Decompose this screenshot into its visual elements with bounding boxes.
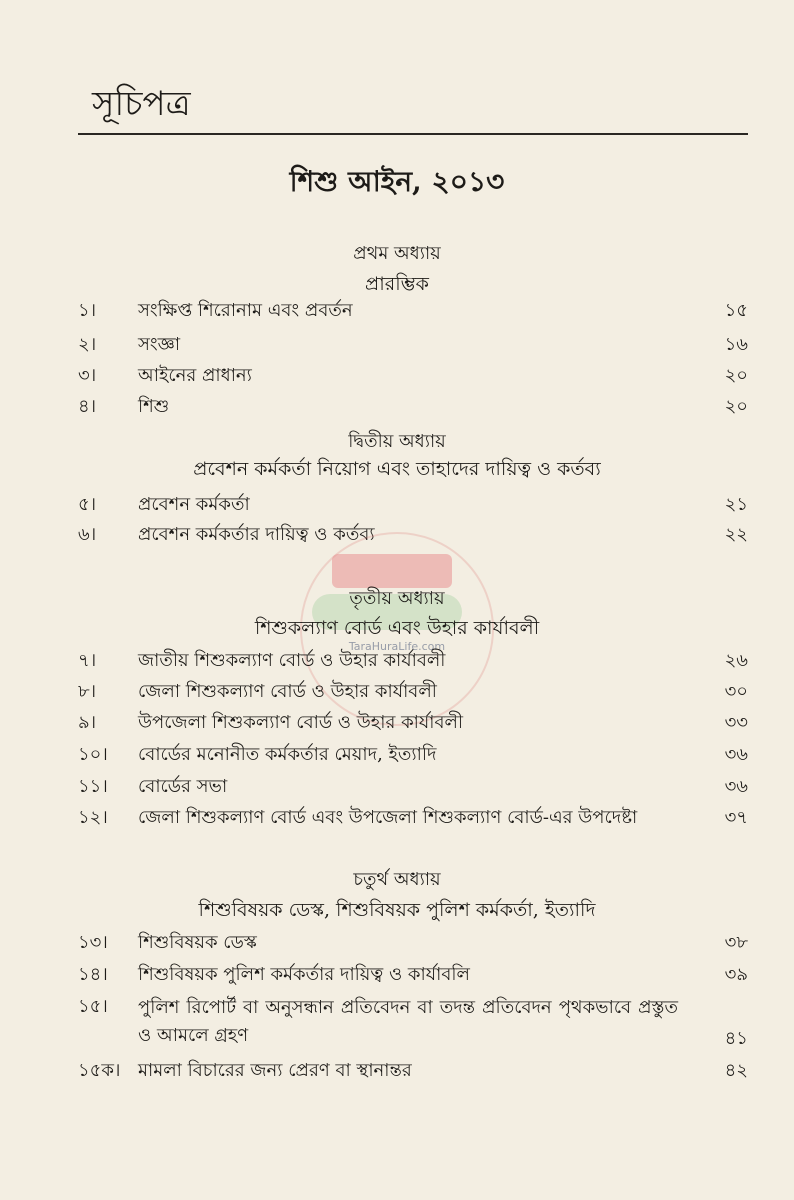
entry-page: ২০ bbox=[724, 396, 748, 417]
toc-entry[interactable] bbox=[78, 774, 748, 802]
toc-entry[interactable] bbox=[78, 930, 748, 958]
entry-title: সংজ্ঞা bbox=[138, 334, 181, 355]
watermark-red-shape bbox=[332, 554, 452, 588]
entry-number: ১৫ক। bbox=[78, 1060, 121, 1081]
entry-title: প্রবেশন কর্মকর্তা bbox=[138, 494, 250, 515]
toc-entry[interactable] bbox=[78, 648, 748, 676]
entry-title: জেলা শিশুকল্যাণ বোর্ড ও উহার কার্যাবলী bbox=[138, 681, 437, 702]
entry-title: বোর্ডের সভা bbox=[138, 776, 228, 797]
entry-number: ৩। bbox=[78, 365, 97, 386]
entry-page: ১৫ bbox=[724, 300, 748, 321]
entry-title: প্রবেশন কর্মকর্তার দায়িত্ব ও কর্তব্য bbox=[138, 524, 375, 545]
chapter-1-subtitle: প্রারম্ভিক bbox=[365, 273, 429, 295]
chapter-4-label: চতুর্থ অধ্যায় bbox=[353, 869, 441, 890]
chapter-2-label: দ্বিতীয় অধ্যায় bbox=[348, 431, 446, 452]
entry-page: ৩৬ bbox=[724, 744, 748, 765]
entry-page: ২১ bbox=[724, 494, 748, 515]
entry-title: আইনের প্রাধান্য bbox=[138, 365, 252, 386]
entry-number: ১২। bbox=[78, 807, 108, 828]
toc-entry[interactable] bbox=[78, 710, 748, 738]
entry-page: ২০ bbox=[724, 365, 748, 386]
toc-entry[interactable] bbox=[78, 994, 748, 1054]
entry-title: শিশুবিষয়ক পুলিশ কর্মকর্তার দায়িত্ব ও কার্যাবলি bbox=[138, 964, 470, 985]
toc-entry[interactable] bbox=[78, 363, 748, 391]
entry-title: পুলিশ রিপোর্ট বা অনুসন্ধান প্রতিবেদন বা তদন্ত প্রতিবেদন পৃথকভাবে প্রস্তুত ও আমলে গ্রহণ bbox=[138, 997, 678, 1046]
entry-page: ৩৩ bbox=[724, 712, 748, 733]
toc-entry[interactable] bbox=[78, 492, 748, 520]
entry-number: ৭। bbox=[78, 650, 97, 671]
entry-page: ২৬ bbox=[724, 650, 748, 671]
entry-title: শিশুবিষয়ক ডেস্ক bbox=[138, 932, 257, 953]
book-title: শিশু আইন, ২০১৩ bbox=[289, 165, 505, 198]
entry-number: ২। bbox=[78, 334, 97, 355]
entry-page: ৩৮ bbox=[724, 932, 748, 953]
entry-number: ১১। bbox=[78, 776, 108, 797]
toc-entry[interactable] bbox=[78, 1058, 748, 1086]
entry-number: ১৪। bbox=[78, 964, 108, 985]
toc-entry[interactable] bbox=[78, 394, 748, 422]
entry-title: জাতীয় শিশুকল্যাণ বোর্ড ও উহার কার্যাবলী bbox=[138, 650, 446, 671]
entry-title: শিশু bbox=[138, 396, 170, 417]
entry-number: ১৩। bbox=[78, 932, 108, 953]
entry-number: ৮। bbox=[78, 681, 97, 702]
page-heading: সূচিপত্র bbox=[92, 84, 191, 124]
toc-entry[interactable] bbox=[78, 962, 748, 990]
entry-number: ৪। bbox=[78, 396, 97, 417]
entry-page: ৩৬ bbox=[724, 776, 748, 797]
entry-page: ৩৯ bbox=[724, 964, 748, 985]
watermark-text: TaraHuraLife.com bbox=[348, 640, 446, 653]
entry-number: ১৫। bbox=[78, 996, 108, 1017]
toc-entry[interactable] bbox=[78, 332, 748, 360]
entry-number: ৫। bbox=[78, 494, 97, 515]
entry-title: মামলা বিচারের জন্য প্রেরণ বা স্থানান্তর bbox=[138, 1060, 412, 1081]
toc-entry[interactable] bbox=[78, 679, 748, 707]
chapter-2-subtitle: প্রবেশন কর্মকর্তা নিয়োগ এবং তাহাদের দায়িত্ব ও কর্তব্য bbox=[193, 458, 601, 480]
entry-page: ৩০ bbox=[724, 681, 748, 702]
entry-number: ৯। bbox=[78, 712, 97, 733]
entry-page: ১৬ bbox=[724, 334, 748, 355]
toc-entry[interactable] bbox=[78, 805, 748, 833]
entry-title: সংক্ষিপ্ত শিরোনাম এবং প্রবর্তন bbox=[138, 300, 353, 321]
entry-title: উপজেলা শিশুকল্যাণ বোর্ড ও উহার কার্যাবলী bbox=[138, 712, 464, 733]
entry-page: ৩৭ bbox=[724, 807, 748, 828]
entry-page: ৪১ bbox=[724, 1028, 748, 1049]
entry-title: জেলা শিশুকল্যাণ বোর্ড এবং উপজেলা শিশুকল্যাণ বোর্ড-এর উপদেষ্টা bbox=[138, 807, 638, 828]
entry-number: ১। bbox=[78, 300, 97, 321]
chapter-4-subtitle: শিশুবিষয়ক ডেস্ক, শিশুবিষয়ক পুলিশ কর্মকর্তা, ইত্যাদি bbox=[198, 899, 596, 921]
toc-entry[interactable] bbox=[78, 742, 748, 770]
toc-entry[interactable] bbox=[78, 298, 748, 326]
chapter-3-label: তৃতীয় অধ্যায় bbox=[349, 588, 445, 609]
entry-number: ৬। bbox=[78, 524, 97, 545]
entry-title: বোর্ডের মনোনীত কর্মকর্তার মেয়াদ, ইত্যাদি bbox=[138, 744, 437, 765]
entry-page: ৪২ bbox=[724, 1060, 748, 1081]
chapter-3-subtitle: শিশুকল্যাণ বোর্ড এবং উহার কার্যাবলী bbox=[254, 617, 540, 639]
chapter-1-label: প্রথম অধ্যায় bbox=[353, 243, 441, 264]
entry-number: ১০। bbox=[78, 744, 108, 765]
heading-rule bbox=[78, 133, 748, 135]
entry-page: ২২ bbox=[724, 524, 748, 545]
